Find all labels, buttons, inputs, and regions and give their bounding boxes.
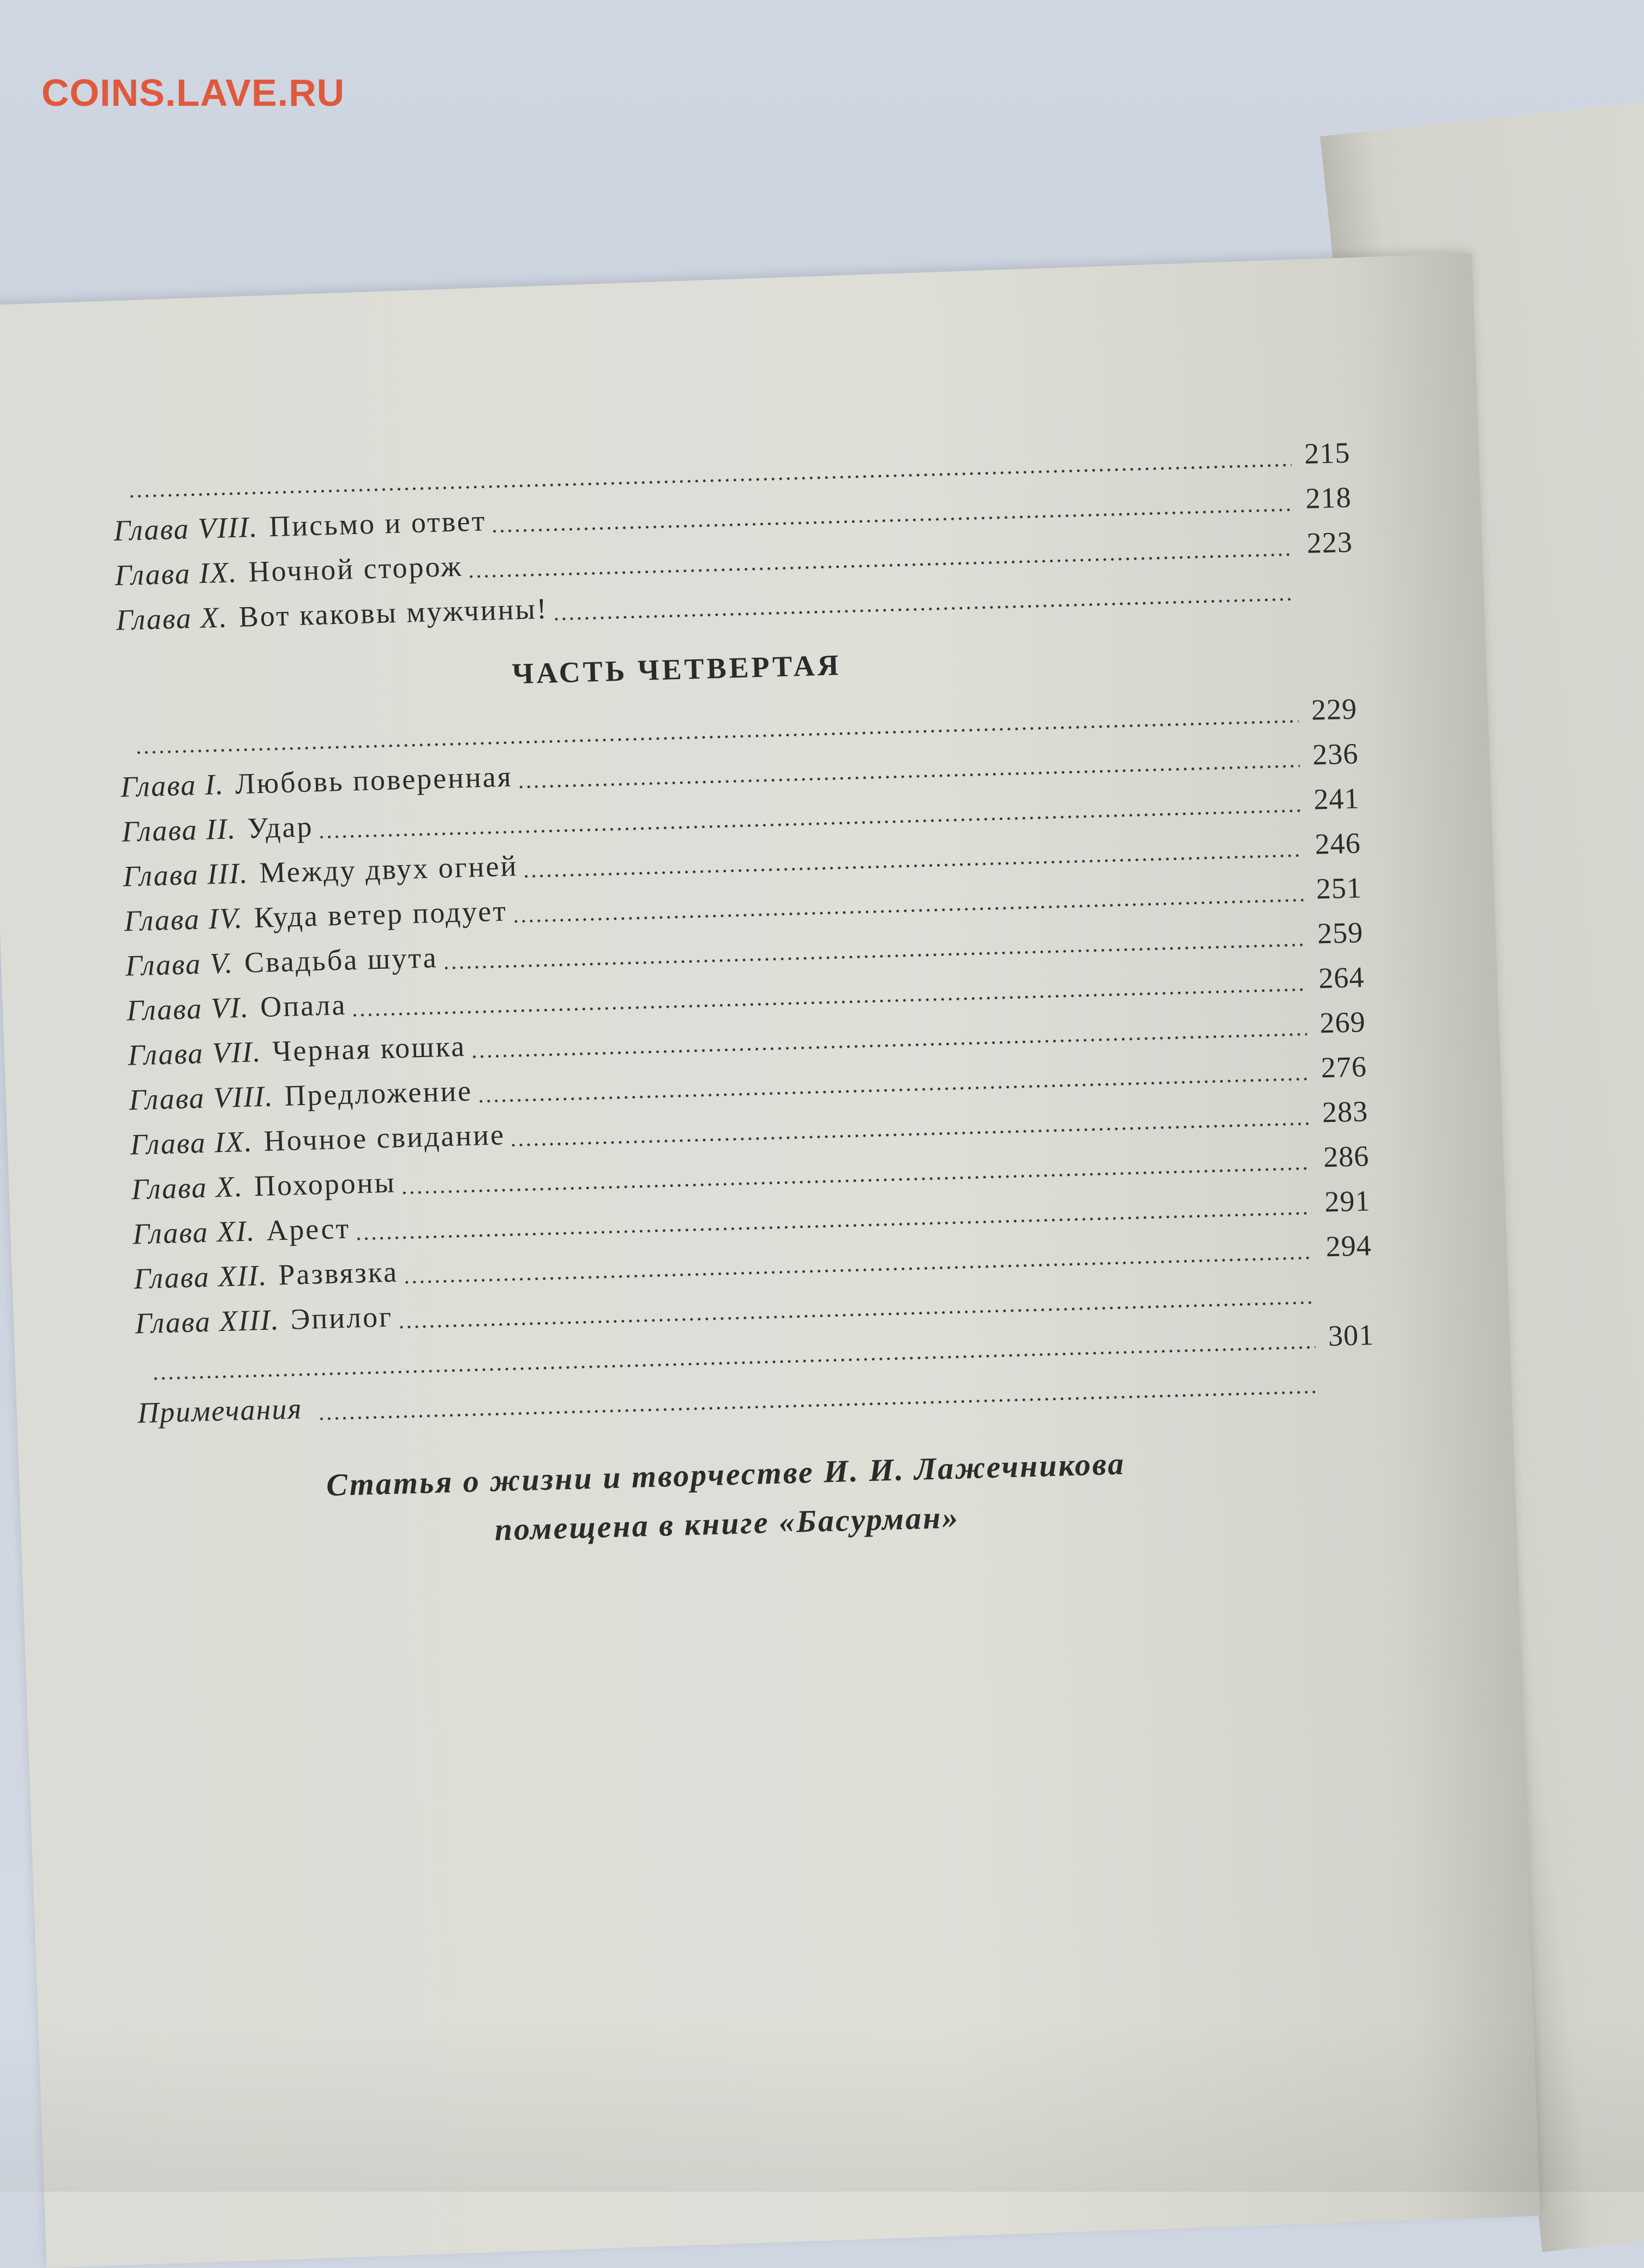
chapter-label: Глава III.: [122, 856, 249, 893]
chapter-title: Удар: [247, 810, 314, 845]
chapter-title: Арест: [266, 1211, 351, 1247]
chapter-title: Опала: [260, 988, 347, 1023]
chapter-label: Глава VI.: [126, 991, 250, 1027]
chapter-label: Глава VIII.: [113, 510, 259, 547]
chapter-title: Эпилог: [290, 1300, 393, 1336]
chapter-label: Глава X.: [131, 1169, 244, 1206]
chapter-label: Глава XII.: [133, 1258, 268, 1295]
page-number: [1318, 1300, 1373, 1301]
chapter-title: Куда ветер подует: [253, 894, 508, 934]
page-number: 218: [1305, 481, 1352, 515]
chapter-label: Глава IX.: [129, 1125, 254, 1161]
page-number: 276: [1320, 1050, 1367, 1084]
page-number: 246: [1314, 826, 1361, 861]
chapter-label: Глава IV.: [123, 901, 244, 938]
page-number: 236: [1312, 737, 1359, 771]
chapter-label: Глава X.: [115, 601, 229, 637]
page-number: 259: [1317, 916, 1364, 950]
toc-part3-list: [112, 430, 1354, 643]
page-number: 229: [1311, 692, 1358, 727]
page-number: [1299, 596, 1354, 598]
chapter-title: Ночной сторож: [248, 549, 464, 589]
page-number: 283: [1322, 1095, 1369, 1129]
page-number: 241: [1313, 782, 1360, 816]
chapter-title: Свадьба шута: [244, 941, 439, 979]
chapter-label: Глава I.: [120, 767, 225, 803]
page-number: 286: [1323, 1139, 1370, 1174]
page-number: 291: [1324, 1184, 1371, 1219]
dot-leader: [318, 1390, 1317, 1421]
chapter-label: Глава IX.: [114, 555, 238, 592]
chapter-label: Глава II.: [121, 812, 237, 848]
toc-part4-list: [119, 686, 1376, 1435]
chapter-label: Глава XI.: [132, 1214, 256, 1251]
page-number: 264: [1318, 961, 1365, 995]
bottom-shadow: [0, 2018, 1644, 2192]
page-number: 215: [1304, 436, 1351, 470]
chapter-label: Глава XIII.: [134, 1303, 280, 1340]
page-number: 223: [1306, 525, 1353, 560]
page-number: 294: [1325, 1229, 1372, 1263]
page-number: 301: [1328, 1318, 1375, 1353]
note-line-2: помещена в книге «Басурман»: [494, 1499, 960, 1547]
page-number: 269: [1319, 1005, 1366, 1040]
chapter-label: Глава VIII.: [128, 1079, 274, 1117]
note-line-1: Статья о жизни и творчестве И. И. Лажечникова: [326, 1445, 1126, 1503]
watermark-text: COINS.LAVE.RU: [41, 71, 345, 114]
dot-leader: [553, 597, 1295, 621]
page-number: [1321, 1389, 1376, 1391]
table-of-contents: [112, 430, 1379, 1564]
chapter-title: Ночное свидание: [263, 1118, 506, 1157]
chapter-title: Вот каковы мужчины!: [238, 592, 549, 633]
chapter-title: Похороны: [254, 1166, 397, 1203]
page-number: 251: [1316, 871, 1363, 905]
chapter-title: Любовь поверенная: [235, 760, 513, 801]
chapter-title: Между двух огней: [259, 849, 519, 889]
chapter-title: Предложение: [284, 1074, 473, 1112]
part-four-heading: ЧАСТЬ ЧЕТВЕРТАЯ: [511, 648, 842, 691]
chapter-title: Письмо и ответ: [268, 504, 487, 543]
chapter-title: Черная кошка: [272, 1029, 466, 1068]
chapter-title: Развязка: [278, 1255, 399, 1292]
chapter-label: Примечания: [137, 1392, 303, 1430]
chapter-label: Глава V.: [125, 946, 234, 982]
chapter-label: Глава VII.: [127, 1035, 262, 1072]
